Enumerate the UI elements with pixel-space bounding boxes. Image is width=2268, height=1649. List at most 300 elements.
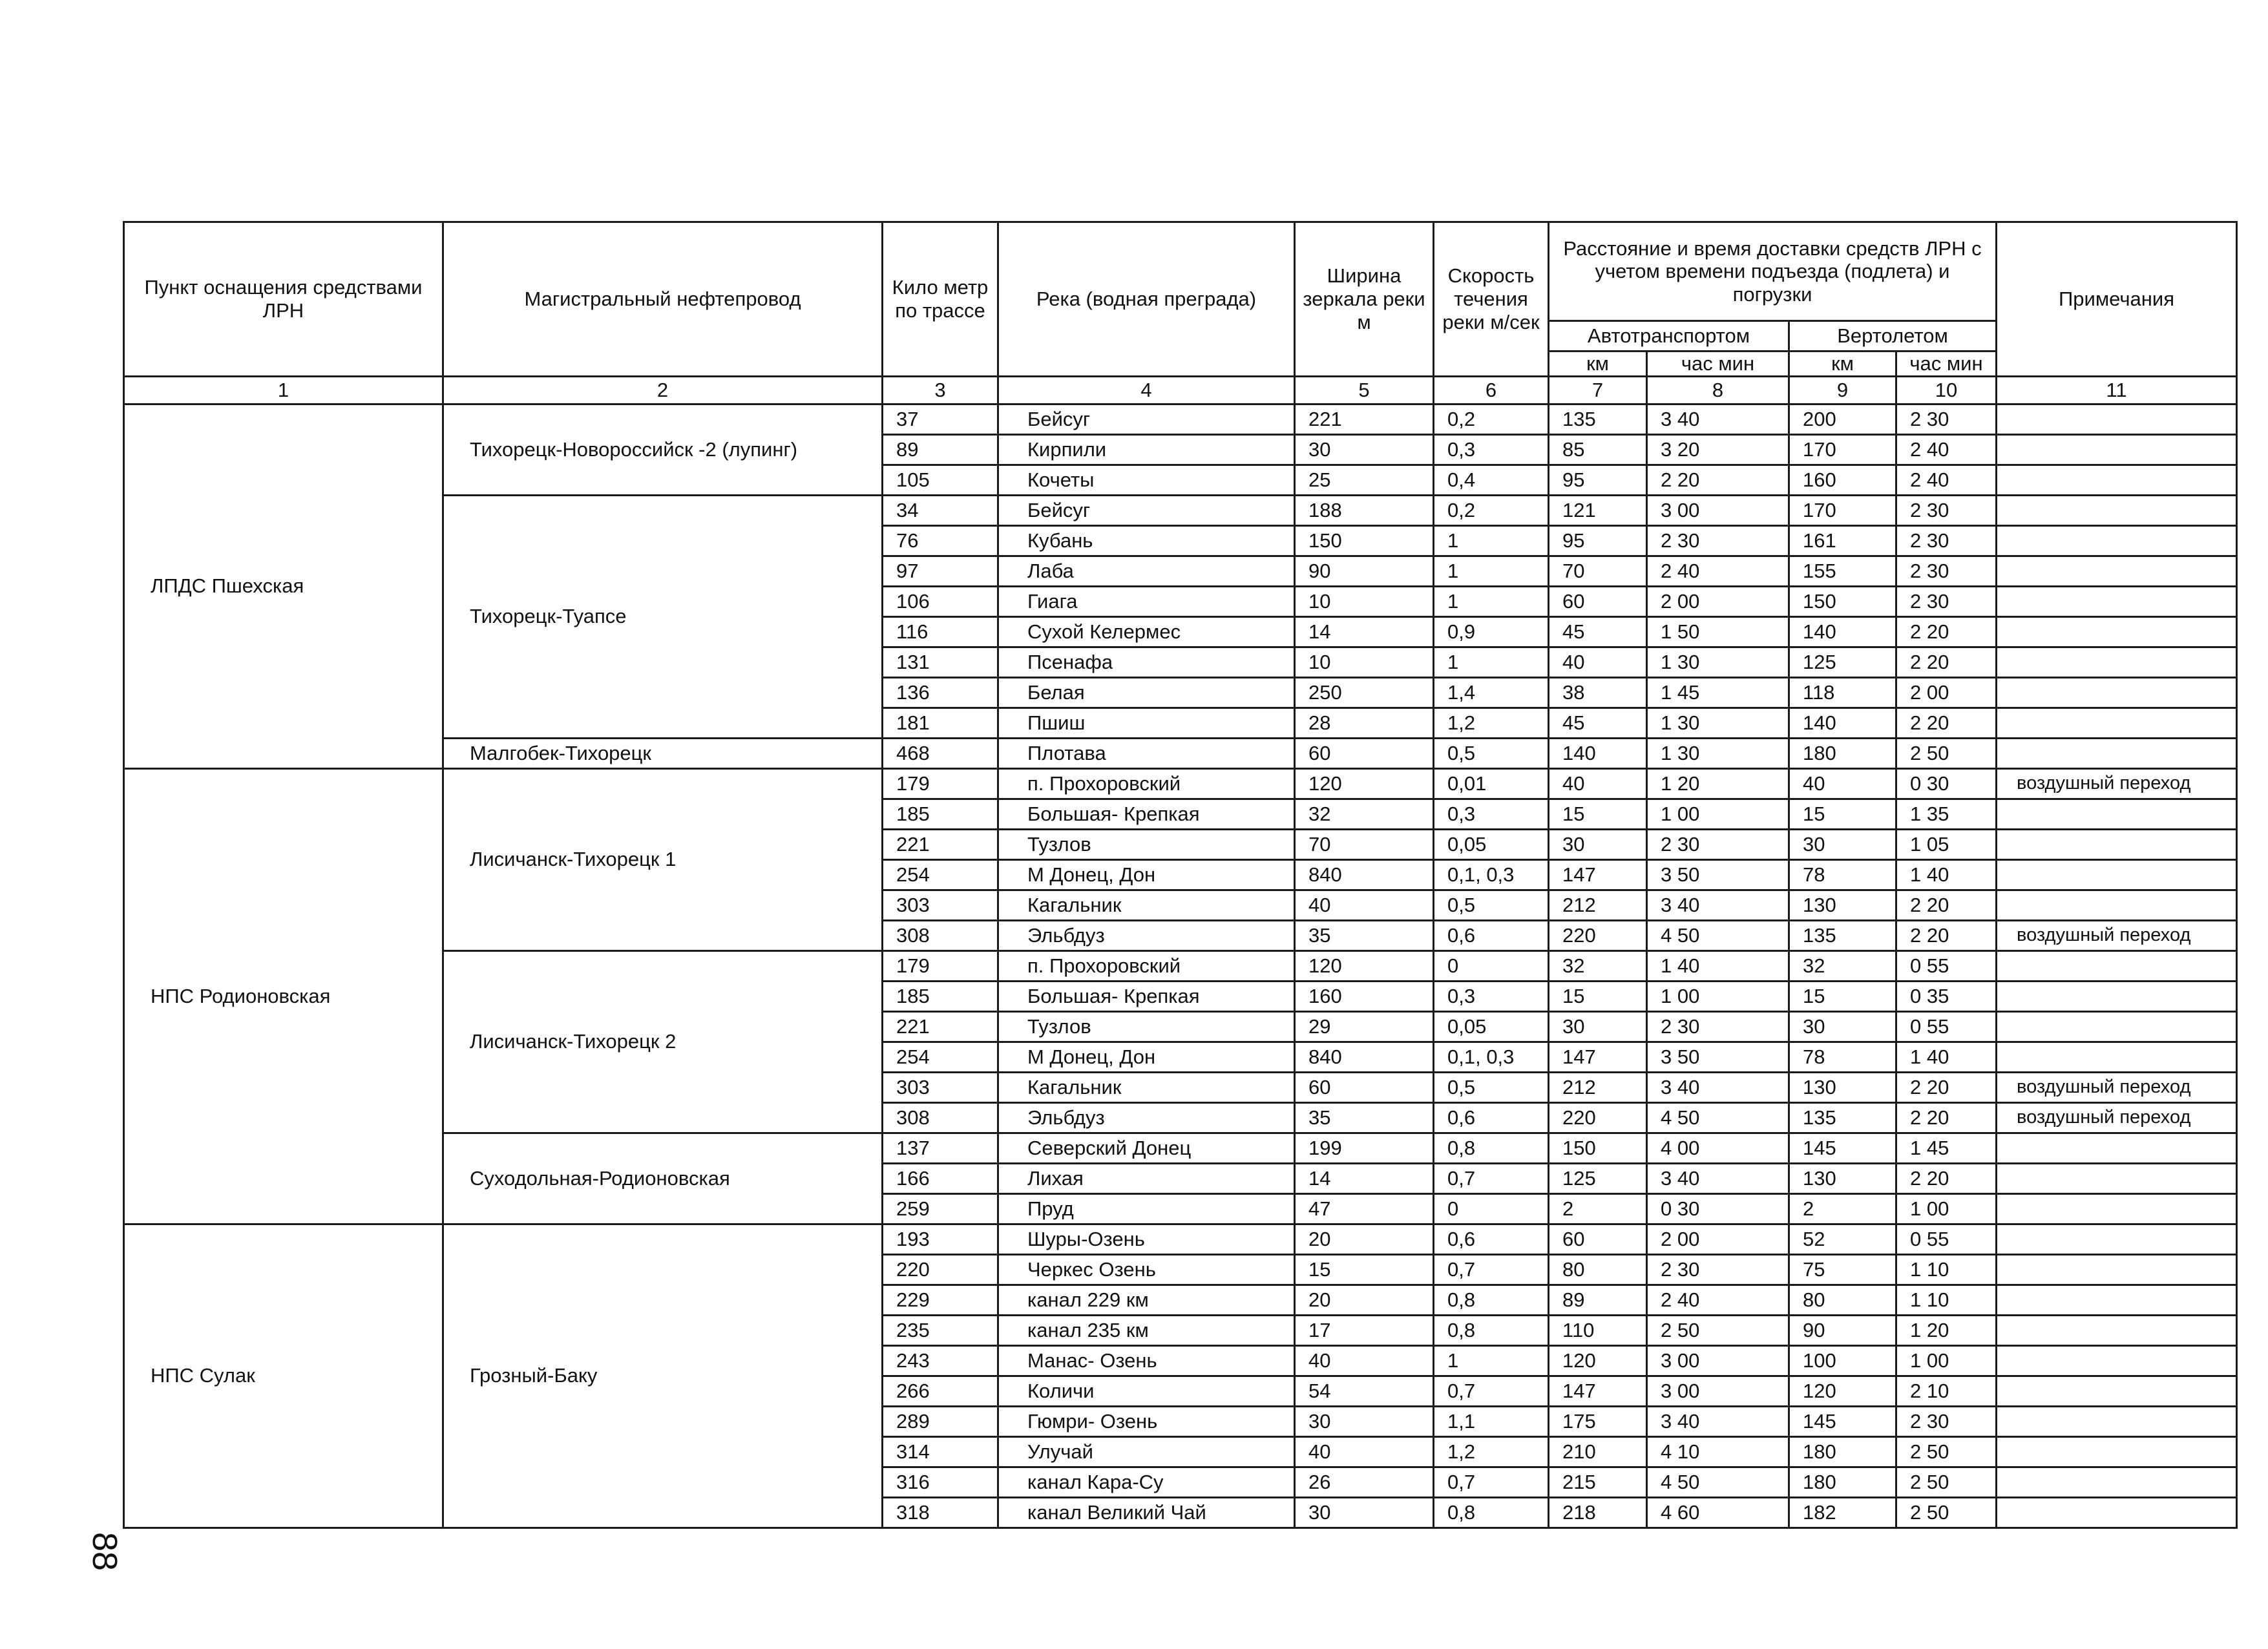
cell-river: Количи	[998, 1376, 1295, 1406]
cell-width: 10	[1295, 586, 1434, 616]
cell-heli-time: 2 50	[1896, 1467, 1997, 1497]
cell-speed: 1,1	[1434, 1406, 1549, 1436]
cell-km: 37	[883, 404, 998, 434]
cell-auto-km: 15	[1549, 799, 1647, 829]
cell-river: Кагальник	[998, 890, 1295, 920]
cell-auto-km: 95	[1549, 525, 1647, 556]
cell-auto-time: 4 50	[1647, 1467, 1789, 1497]
cell-auto-time: 3 40	[1647, 1406, 1789, 1436]
column-number: 1	[124, 376, 443, 404]
cell-note	[1997, 1315, 2237, 1345]
cell-note	[1997, 677, 2237, 708]
cell-auto-km: 220	[1549, 920, 1647, 951]
cell-heli-time: 2 40	[1896, 465, 1997, 495]
cell-heli-km: 145	[1789, 1133, 1896, 1163]
cell-note	[1997, 1285, 2237, 1315]
cell-river: канал 229 км	[998, 1285, 1295, 1315]
cell-auto-km: 121	[1549, 495, 1647, 525]
cell-auto-km: 45	[1549, 616, 1647, 647]
cell-note	[1997, 981, 2237, 1011]
cell-note	[1997, 556, 2237, 586]
cell-speed: 0,8	[1434, 1315, 1549, 1345]
cell-note	[1997, 1011, 2237, 1042]
header-km: Кило метр по трассе	[883, 222, 998, 377]
cell-note	[1997, 1042, 2237, 1072]
cell-note	[1997, 859, 2237, 890]
cell-heli-time: 1 10	[1896, 1285, 1997, 1315]
cell-note	[1997, 799, 2237, 829]
cell-heli-km: 180	[1789, 1467, 1896, 1497]
cell-width: 120	[1295, 768, 1434, 799]
cell-heli-time: 2 20	[1896, 1102, 1997, 1133]
cell-river: Тузлов	[998, 1011, 1295, 1042]
cell-speed: 0,1, 0,3	[1434, 859, 1549, 890]
cell-speed: 1,4	[1434, 677, 1549, 708]
pipeline-name: Тихорецк-Туапсе	[443, 495, 883, 738]
cell-width: 47	[1295, 1193, 1434, 1224]
cell-auto-km: 85	[1549, 434, 1647, 465]
cell-auto-time: 3 40	[1647, 890, 1789, 920]
cell-river: Тузлов	[998, 829, 1295, 859]
pipeline-name: Суходольная-Родионовская	[443, 1133, 883, 1224]
cell-heli-time: 1 35	[1896, 799, 1997, 829]
cell-river: Эльбдуз	[998, 1102, 1295, 1133]
cell-auto-km: 147	[1549, 1376, 1647, 1406]
cell-speed: 0,6	[1434, 1102, 1549, 1133]
cell-heli-km: 52	[1789, 1224, 1896, 1254]
cell-river: Кирпили	[998, 434, 1295, 465]
cell-river: канал 235 км	[998, 1315, 1295, 1345]
cell-heli-km: 182	[1789, 1497, 1896, 1528]
cell-note	[1997, 1254, 2237, 1285]
cell-heli-time: 2 20	[1896, 920, 1997, 951]
cell-auto-km: 15	[1549, 981, 1647, 1011]
cell-note	[1997, 1224, 2237, 1254]
cell-river: Гюмри- Озень	[998, 1406, 1295, 1436]
cell-auto-time: 2 30	[1647, 1254, 1789, 1285]
cell-note	[1997, 1345, 2237, 1376]
cell-note	[1997, 738, 2237, 768]
cell-heli-time: 1 20	[1896, 1315, 1997, 1345]
cell-auto-km: 210	[1549, 1436, 1647, 1467]
cell-width: 221	[1295, 404, 1434, 434]
cell-width: 35	[1295, 920, 1434, 951]
cell-speed: 0,1, 0,3	[1434, 1042, 1549, 1072]
cell-km: 137	[883, 1133, 998, 1163]
cell-auto-km: 45	[1549, 708, 1647, 738]
column-number: 8	[1647, 376, 1789, 404]
cell-km: 185	[883, 799, 998, 829]
cell-auto-time: 2 00	[1647, 586, 1789, 616]
cell-km: 136	[883, 677, 998, 708]
cell-km: 254	[883, 1042, 998, 1072]
cell-auto-time: 3 00	[1647, 1376, 1789, 1406]
table-body	[124, 404, 2237, 1528]
cell-heli-km: 30	[1789, 1011, 1896, 1042]
header-pipeline: Магистральный нефтепровод	[443, 222, 883, 377]
cell-auto-km: 38	[1549, 677, 1647, 708]
cell-heli-time: 1 00	[1896, 1193, 1997, 1224]
cell-note: воздушный переход	[1997, 1072, 2237, 1102]
column-number: 6	[1434, 376, 1549, 404]
cell-note	[1997, 1376, 2237, 1406]
cell-river: Большая- Крепкая	[998, 981, 1295, 1011]
cell-auto-km: 60	[1549, 1224, 1647, 1254]
cell-heli-km: 78	[1789, 1042, 1896, 1072]
cell-speed: 1,2	[1434, 1436, 1549, 1467]
cell-auto-time: 1 40	[1647, 951, 1789, 981]
cell-km: 289	[883, 1406, 998, 1436]
cell-speed: 0,5	[1434, 1072, 1549, 1102]
cell-heli-km: 180	[1789, 1436, 1896, 1467]
cell-river: Пруд	[998, 1193, 1295, 1224]
cell-note: воздушный переход	[1997, 768, 2237, 799]
cell-auto-km: 125	[1549, 1163, 1647, 1193]
cell-width: 10	[1295, 647, 1434, 677]
cell-note	[1997, 1163, 2237, 1193]
cell-heli-time: 2 30	[1896, 495, 1997, 525]
cell-width: 14	[1295, 1163, 1434, 1193]
header-heli-km: км	[1789, 352, 1896, 377]
cell-km: 116	[883, 616, 998, 647]
cell-width: 840	[1295, 1042, 1434, 1072]
cell-heli-time: 0 35	[1896, 981, 1997, 1011]
cell-km: 243	[883, 1345, 998, 1376]
cell-auto-time: 3 40	[1647, 1072, 1789, 1102]
cell-note	[1997, 1436, 2237, 1467]
cell-auto-km: 175	[1549, 1406, 1647, 1436]
header-distance: Расстояние и время доставки средств ЛРН с учетом времени подъезда (подлета) и погрузки	[1549, 222, 1997, 321]
column-number: 3	[883, 376, 998, 404]
cell-speed: 0,6	[1434, 1224, 1549, 1254]
cell-heli-km: 15	[1789, 799, 1896, 829]
cell-heli-time: 2 20	[1896, 616, 1997, 647]
column-number: 11	[1997, 376, 2237, 404]
cell-note	[1997, 1497, 2237, 1528]
cell-km: 266	[883, 1376, 998, 1406]
cell-note	[1997, 1406, 2237, 1436]
cell-note: воздушный переход	[1997, 920, 2237, 951]
cell-heli-time: 2 20	[1896, 708, 1997, 738]
cell-auto-km: 220	[1549, 1102, 1647, 1133]
cell-heli-time: 2 40	[1896, 434, 1997, 465]
cell-auto-km: 147	[1549, 1042, 1647, 1072]
cell-heli-time: 2 20	[1896, 647, 1997, 677]
cell-river: п. Прохоровский	[998, 951, 1295, 981]
header-river: Река (водная преграда)	[998, 222, 1295, 377]
cell-speed: 0	[1434, 1193, 1549, 1224]
cell-width: 40	[1295, 890, 1434, 920]
cell-heli-km: 140	[1789, 708, 1896, 738]
cell-speed: 1	[1434, 1345, 1549, 1376]
header-heli-time: час мин	[1896, 352, 1997, 377]
cell-width: 20	[1295, 1224, 1434, 1254]
cell-auto-km: 40	[1549, 647, 1647, 677]
cell-auto-time: 3 00	[1647, 1345, 1789, 1376]
cell-river: Лихая	[998, 1163, 1295, 1193]
cell-width: 32	[1295, 799, 1434, 829]
cell-river: Северский Донец	[998, 1133, 1295, 1163]
cell-width: 30	[1295, 1406, 1434, 1436]
cell-heli-km: 200	[1789, 404, 1896, 434]
cell-km: 89	[883, 434, 998, 465]
column-number: 5	[1295, 376, 1434, 404]
cell-heli-km: 180	[1789, 738, 1896, 768]
cell-speed: 0,8	[1434, 1133, 1549, 1163]
cell-km: 229	[883, 1285, 998, 1315]
cell-auto-km: 215	[1549, 1467, 1647, 1497]
cell-km: 97	[883, 556, 998, 586]
cell-width: 40	[1295, 1436, 1434, 1467]
cell-river: Эльбдуз	[998, 920, 1295, 951]
cell-heli-km: 170	[1789, 434, 1896, 465]
cell-km: 259	[883, 1193, 998, 1224]
cell-heli-km: 130	[1789, 1072, 1896, 1102]
cell-river: Бейсуг	[998, 404, 1295, 434]
cell-river: М Донец, Дон	[998, 1042, 1295, 1072]
cell-auto-time: 4 60	[1647, 1497, 1789, 1528]
cell-width: 14	[1295, 616, 1434, 647]
column-number-row	[124, 376, 2237, 404]
cell-note	[1997, 616, 2237, 647]
cell-auto-km: 2	[1549, 1193, 1647, 1224]
column-number: 10	[1896, 376, 1997, 404]
cell-heli-km: 32	[1789, 951, 1896, 981]
cell-heli-time: 2 30	[1896, 586, 1997, 616]
cell-auto-km: 120	[1549, 1345, 1647, 1376]
cell-auto-time: 0 30	[1647, 1193, 1789, 1224]
page-number: 88	[85, 1531, 125, 1571]
cell-speed: 0,8	[1434, 1497, 1549, 1528]
cell-heli-km: 135	[1789, 1102, 1896, 1133]
cell-width: 20	[1295, 1285, 1434, 1315]
cell-speed: 0,4	[1434, 465, 1549, 495]
header-width: Ширина зеркала реки м	[1295, 222, 1434, 377]
table-row	[124, 404, 2237, 434]
column-number: 4	[998, 376, 1295, 404]
cell-note	[1997, 829, 2237, 859]
cell-width: 188	[1295, 495, 1434, 525]
cell-km: 314	[883, 1436, 998, 1467]
cell-width: 35	[1295, 1102, 1434, 1133]
cell-speed: 0,05	[1434, 829, 1549, 859]
cell-heli-time: 0 55	[1896, 1011, 1997, 1042]
cell-width: 120	[1295, 951, 1434, 981]
cell-auto-km: 30	[1549, 829, 1647, 859]
cell-auto-time: 2 30	[1647, 1011, 1789, 1042]
cell-heli-km: 30	[1789, 829, 1896, 859]
cell-km: 254	[883, 859, 998, 890]
cell-auto-time: 4 10	[1647, 1436, 1789, 1467]
cell-heli-time: 1 45	[1896, 1133, 1997, 1163]
table-row	[124, 1224, 2237, 1254]
cell-auto-time: 3 20	[1647, 434, 1789, 465]
column-number: 7	[1549, 376, 1647, 404]
pipeline-name: Лисичанск-Тихорецк 2	[443, 951, 883, 1133]
cell-river: Улучай	[998, 1436, 1295, 1467]
cell-note	[1997, 647, 2237, 677]
cell-river: п. Прохоровский	[998, 768, 1295, 799]
pipeline-name: Грозный-Баку	[443, 1224, 883, 1528]
cell-width: 28	[1295, 708, 1434, 738]
cell-auto-time: 1 50	[1647, 616, 1789, 647]
cell-note	[1997, 404, 2237, 434]
cell-width: 30	[1295, 1497, 1434, 1528]
cell-km: 221	[883, 829, 998, 859]
cell-width: 150	[1295, 525, 1434, 556]
cell-heli-time: 2 50	[1896, 738, 1997, 768]
cell-auto-km: 147	[1549, 859, 1647, 890]
cell-auto-time: 2 20	[1647, 465, 1789, 495]
cell-river: Бейсуг	[998, 495, 1295, 525]
cell-heli-km: 75	[1789, 1254, 1896, 1285]
cell-heli-time: 0 30	[1896, 768, 1997, 799]
cell-auto-time: 3 50	[1647, 859, 1789, 890]
table-row	[124, 768, 2237, 799]
cell-heli-time: 2 50	[1896, 1436, 1997, 1467]
cell-width: 199	[1295, 1133, 1434, 1163]
pipeline-name: Малгобек-Тихорецк	[443, 738, 883, 768]
cell-auto-time: 3 40	[1647, 404, 1789, 434]
cell-auto-time: 1 20	[1647, 768, 1789, 799]
cell-speed: 0	[1434, 951, 1549, 981]
cell-note	[1997, 495, 2237, 525]
cell-km: 106	[883, 586, 998, 616]
cell-width: 17	[1295, 1315, 1434, 1345]
cell-speed: 1	[1434, 556, 1549, 586]
cell-heli-km: 80	[1789, 1285, 1896, 1315]
cell-speed: 1	[1434, 525, 1549, 556]
cell-auto-km: 212	[1549, 1072, 1647, 1102]
cell-km: 181	[883, 708, 998, 738]
cell-km: 318	[883, 1497, 998, 1528]
cell-auto-time: 4 50	[1647, 1102, 1789, 1133]
cell-note: воздушный переход	[1997, 1102, 2237, 1133]
cell-auto-time: 2 40	[1647, 1285, 1789, 1315]
cell-heli-time: 2 30	[1896, 525, 1997, 556]
cell-width: 60	[1295, 738, 1434, 768]
cell-heli-km: 130	[1789, 1163, 1896, 1193]
cell-heli-km: 2	[1789, 1193, 1896, 1224]
cell-note	[1997, 525, 2237, 556]
cell-heli-km: 118	[1789, 677, 1896, 708]
cell-heli-time: 2 30	[1896, 556, 1997, 586]
cell-auto-time: 2 50	[1647, 1315, 1789, 1345]
header-auto-time: час мин	[1647, 352, 1789, 377]
cell-km: 131	[883, 647, 998, 677]
cell-river: Кагальник	[998, 1072, 1295, 1102]
cell-heli-km: 130	[1789, 890, 1896, 920]
cell-speed: 0,5	[1434, 890, 1549, 920]
cell-river: Плотава	[998, 738, 1295, 768]
cell-km: 220	[883, 1254, 998, 1285]
cell-auto-km: 212	[1549, 890, 1647, 920]
cell-auto-km: 150	[1549, 1133, 1647, 1163]
cell-width: 15	[1295, 1254, 1434, 1285]
cell-speed: 0,7	[1434, 1254, 1549, 1285]
cell-river: Белая	[998, 677, 1295, 708]
cell-note	[1997, 434, 2237, 465]
cell-km: 308	[883, 920, 998, 951]
cell-auto-km: 30	[1549, 1011, 1647, 1042]
cell-heli-km: 160	[1789, 465, 1896, 495]
cell-width: 54	[1295, 1376, 1434, 1406]
cell-heli-km: 135	[1789, 920, 1896, 951]
cell-auto-time: 3 50	[1647, 1042, 1789, 1072]
cell-heli-km: 150	[1789, 586, 1896, 616]
cell-river: Псенафа	[998, 647, 1295, 677]
cell-width: 160	[1295, 981, 1434, 1011]
cell-auto-km: 80	[1549, 1254, 1647, 1285]
cell-auto-km: 32	[1549, 951, 1647, 981]
cell-heli-time: 2 00	[1896, 677, 1997, 708]
cell-speed: 0,8	[1434, 1285, 1549, 1315]
cell-speed: 0,3	[1434, 799, 1549, 829]
column-number: 2	[443, 376, 883, 404]
cell-heli-time: 1 00	[1896, 1345, 1997, 1376]
cell-heli-km: 15	[1789, 981, 1896, 1011]
cell-river: Манас- Озень	[998, 1345, 1295, 1376]
cell-auto-time: 1 30	[1647, 708, 1789, 738]
station-name: НПС Родионовская	[124, 768, 443, 1224]
pipeline-name: Тихорецк-Новороссийск -2 (лупинг)	[443, 404, 883, 495]
cell-km: 221	[883, 1011, 998, 1042]
cell-note	[1997, 1133, 2237, 1163]
cell-speed: 0,01	[1434, 768, 1549, 799]
cell-auto-km: 135	[1549, 404, 1647, 434]
cell-speed: 1	[1434, 586, 1549, 616]
cell-auto-km: 95	[1549, 465, 1647, 495]
cell-heli-time: 2 30	[1896, 404, 1997, 434]
cell-speed: 0,05	[1434, 1011, 1549, 1042]
cell-river: Гиага	[998, 586, 1295, 616]
cell-note	[1997, 1193, 2237, 1224]
cell-river: канал Кара-Су	[998, 1467, 1295, 1497]
cell-auto-km: 70	[1549, 556, 1647, 586]
cell-auto-time: 3 00	[1647, 495, 1789, 525]
cell-river: Пшиш	[998, 708, 1295, 738]
cell-km: 468	[883, 738, 998, 768]
cell-auto-time: 4 50	[1647, 920, 1789, 951]
cell-km: 34	[883, 495, 998, 525]
header-notes: Примечания	[1997, 222, 2237, 377]
cell-width: 25	[1295, 465, 1434, 495]
cell-heli-time: 1 10	[1896, 1254, 1997, 1285]
cell-auto-time: 2 40	[1647, 556, 1789, 586]
cell-heli-time: 2 20	[1896, 1163, 1997, 1193]
cell-km: 166	[883, 1163, 998, 1193]
cell-auto-time: 1 45	[1647, 677, 1789, 708]
cell-auto-km: 40	[1549, 768, 1647, 799]
header-auto: Автотранспортом	[1549, 321, 1789, 352]
cell-auto-time: 3 40	[1647, 1163, 1789, 1193]
cell-heli-km: 170	[1789, 495, 1896, 525]
cell-width: 90	[1295, 556, 1434, 586]
cell-heli-time: 2 10	[1896, 1376, 1997, 1406]
cell-width: 30	[1295, 434, 1434, 465]
cell-width: 40	[1295, 1345, 1434, 1376]
cell-river: М Донец, Дон	[998, 859, 1295, 890]
cell-km: 308	[883, 1102, 998, 1133]
cell-width: 250	[1295, 677, 1434, 708]
cell-auto-km: 218	[1549, 1497, 1647, 1528]
cell-river: Сухой Келермес	[998, 616, 1295, 647]
cell-heli-time: 0 55	[1896, 951, 1997, 981]
header-point: Пункт оснащения средствами ЛРН	[124, 222, 443, 377]
header-heli: Вертолетом	[1789, 321, 1997, 352]
cell-km: 76	[883, 525, 998, 556]
cell-km: 303	[883, 1072, 998, 1102]
